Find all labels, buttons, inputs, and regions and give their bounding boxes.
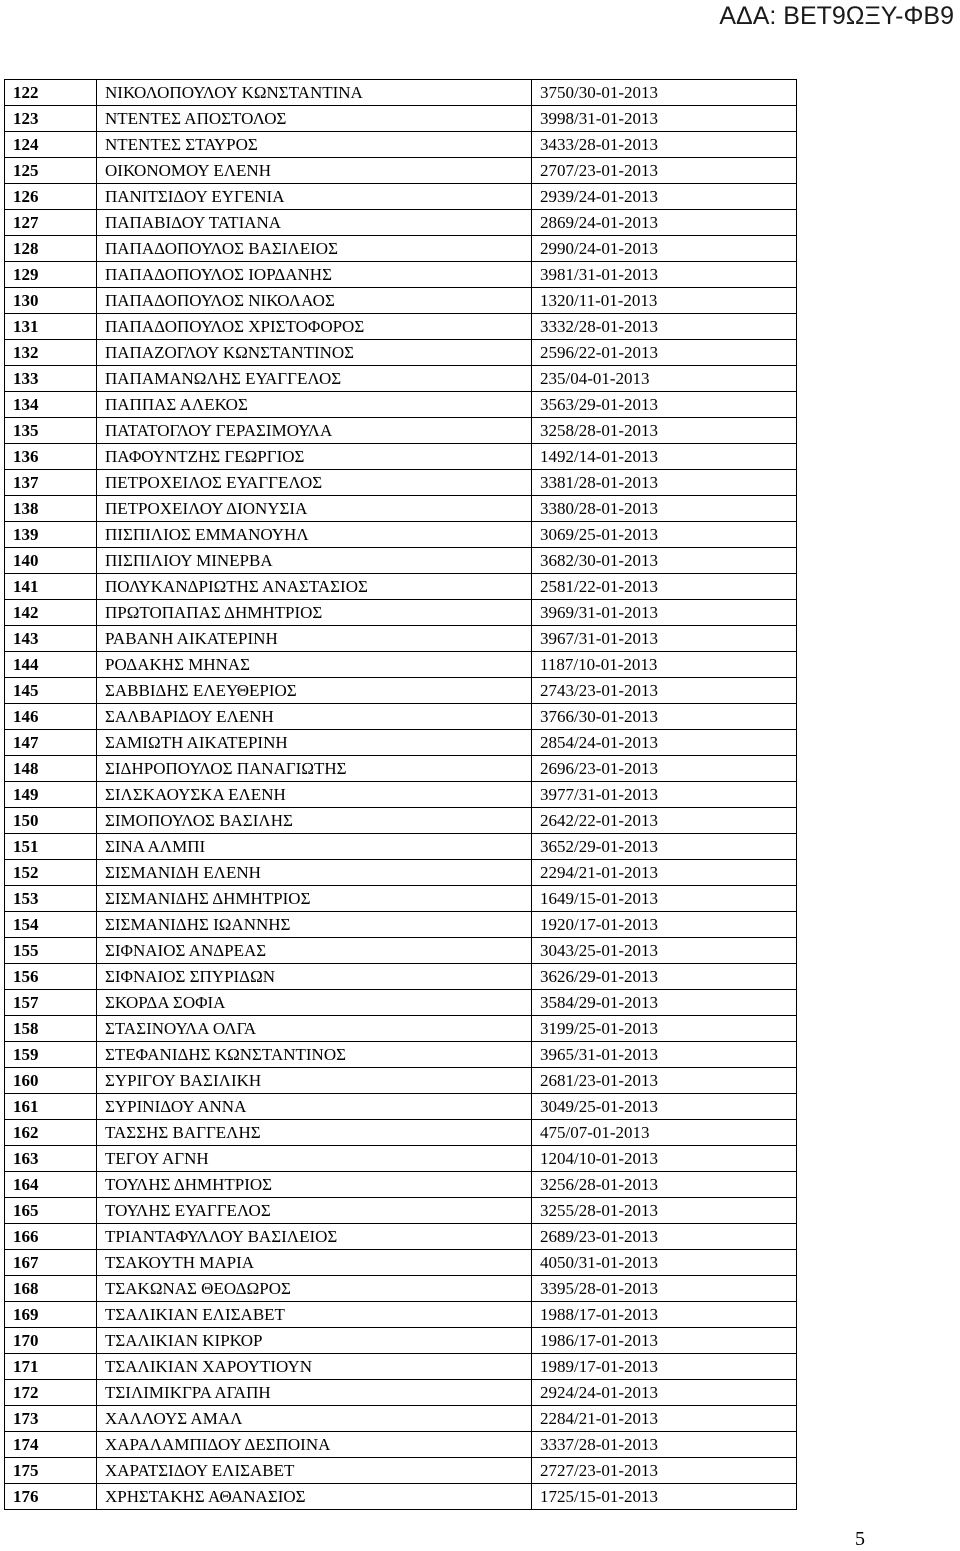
table-row <box>5 704 797 730</box>
full-name: ΧΡΗΣΤΑΚΗΣ ΑΘΑΝΑΣΙΟΣ <box>97 1484 532 1510</box>
full-name: ΣΑΒΒΙΔΗΣ ΕΛΕΥΘΕΡΙΟΣ <box>97 678 532 704</box>
protocol-number: 2727/23-01-2013 <box>532 1458 797 1484</box>
row-number: 170 <box>5 1328 97 1354</box>
table-row <box>5 210 797 236</box>
table-row <box>5 990 797 1016</box>
table-row <box>5 132 797 158</box>
protocol-number: 4050/31-01-2013 <box>532 1250 797 1276</box>
table-row <box>5 1250 797 1276</box>
full-name: ΤΕΓΟΥ ΑΓΝΗ <box>97 1146 532 1172</box>
table-body <box>5 80 797 1510</box>
row-number: 132 <box>5 340 97 366</box>
protocol-number: 2990/24-01-2013 <box>532 236 797 262</box>
full-name: ΠΟΛΥΚΑΝΔΡΙΩΤΗΣ ΑΝΑΣΤΑΣΙΟΣ <box>97 574 532 600</box>
protocol-number: 3981/31-01-2013 <box>532 262 797 288</box>
protocol-number: 2284/21-01-2013 <box>532 1406 797 1432</box>
row-number: 158 <box>5 1016 97 1042</box>
protocol-number: 3069/25-01-2013 <box>532 522 797 548</box>
row-number: 127 <box>5 210 97 236</box>
protocol-number: 3965/31-01-2013 <box>532 1042 797 1068</box>
row-number: 126 <box>5 184 97 210</box>
protocol-number: 3337/28-01-2013 <box>532 1432 797 1458</box>
full-name: ΠΙΣΠΙΛΙΟΥ ΜΙΝΕΡΒΑ <box>97 548 532 574</box>
full-name: ΣΚΟΡΔΑ ΣΟΦΙΑ <box>97 990 532 1016</box>
full-name: ΤΣΑΛΙΚΙΑΝ ΚΙΡΚΟΡ <box>97 1328 532 1354</box>
full-name: ΣΙΜΟΠΟΥΛΟΣ ΒΑΣΙΛΗΣ <box>97 808 532 834</box>
table-row <box>5 1042 797 1068</box>
protocol-number: 2707/23-01-2013 <box>532 158 797 184</box>
table-row <box>5 1094 797 1120</box>
table-row <box>5 262 797 288</box>
protocol-number: 2924/24-01-2013 <box>532 1380 797 1406</box>
table-row <box>5 288 797 314</box>
row-number: 150 <box>5 808 97 834</box>
table-row <box>5 1198 797 1224</box>
row-number: 175 <box>5 1458 97 1484</box>
table-row <box>5 600 797 626</box>
full-name: ΣΙΔΗΡΟΠΟΥΛΟΣ ΠΑΝΑΓΙΩΤΗΣ <box>97 756 532 782</box>
row-number: 172 <box>5 1380 97 1406</box>
protocol-number: 2854/24-01-2013 <box>532 730 797 756</box>
row-number: 146 <box>5 704 97 730</box>
row-number: 136 <box>5 444 97 470</box>
table-row <box>5 418 797 444</box>
full-name: ΤΣΑΚΟΥΤΗ ΜΑΡΙΑ <box>97 1250 532 1276</box>
full-name: ΠΑΠΑΜΑΝΩΛΗΣ ΕΥΑΓΓΕΛΟΣ <box>97 366 532 392</box>
protocol-number: 3256/28-01-2013 <box>532 1172 797 1198</box>
full-name: ΤΣΑΛΙΚΙΑΝ ΧΑΡΟΥΤΙΟΥΝ <box>97 1354 532 1380</box>
row-number: 128 <box>5 236 97 262</box>
protocol-number: 3332/28-01-2013 <box>532 314 797 340</box>
table-row <box>5 1016 797 1042</box>
row-number: 152 <box>5 860 97 886</box>
protocol-number: 3380/28-01-2013 <box>532 496 797 522</box>
row-number: 153 <box>5 886 97 912</box>
full-name: ΣΙΣΜΑΝΙΔΗΣ ΙΩΑΝΝΗΣ <box>97 912 532 938</box>
table-row <box>5 1406 797 1432</box>
row-number: 154 <box>5 912 97 938</box>
full-name: ΣΙΦΝΑΙΟΣ ΣΠΥΡΙΔΩΝ <box>97 964 532 990</box>
full-name: ΝΤΕΝΤΕΣ ΑΠΟΣΤΟΛΟΣ <box>97 106 532 132</box>
table-row <box>5 1224 797 1250</box>
full-name: ΤΡΙΑΝΤΑΦΥΛΛΟΥ ΒΑΣΙΛΕΙΟΣ <box>97 1224 532 1250</box>
full-name: ΠΑΠΑΔΟΠΟΥΛΟΣ ΝΙΚΟΛΑΟΣ <box>97 288 532 314</box>
protocol-number: 1320/11-01-2013 <box>532 288 797 314</box>
protocol-number: 475/07-01-2013 <box>532 1120 797 1146</box>
table-row <box>5 548 797 574</box>
protocol-number: 3584/29-01-2013 <box>532 990 797 1016</box>
full-name: ΠΕΤΡΟΧΕΙΛΟΥ ΔΙΟΝΥΣΙΑ <box>97 496 532 522</box>
table-row <box>5 1068 797 1094</box>
full-name: ΤΟΥΛΗΣ ΔΗΜΗΤΡΙΟΣ <box>97 1172 532 1198</box>
protocol-number: 2681/23-01-2013 <box>532 1068 797 1094</box>
full-name: ΣΑΜΙΩΤΗ ΑΙΚΑΤΕΡΙΝΗ <box>97 730 532 756</box>
row-number: 176 <box>5 1484 97 1510</box>
full-name: ΣΥΡΙΝΙΔΟΥ ΑΝΝΑ <box>97 1094 532 1120</box>
table-row <box>5 1302 797 1328</box>
full-name: ΣΤΕΦΑΝΙΔΗΣ ΚΩΝΣΤΑΝΤΙΝΟΣ <box>97 1042 532 1068</box>
full-name: ΠΙΣΠΙΛΙΟΣ ΕΜΜΑΝΟΥΗΛ <box>97 522 532 548</box>
table-row <box>5 496 797 522</box>
table-row <box>5 340 797 366</box>
table-row <box>5 626 797 652</box>
table-row <box>5 158 797 184</box>
table-row <box>5 782 797 808</box>
table-row <box>5 756 797 782</box>
row-number: 167 <box>5 1250 97 1276</box>
full-name: ΠΡΩΤΟΠΑΠΑΣ ΔΗΜΗΤΡΙΟΣ <box>97 600 532 626</box>
row-number: 131 <box>5 314 97 340</box>
protocol-number: 3977/31-01-2013 <box>532 782 797 808</box>
table-row <box>5 366 797 392</box>
full-name: ΟΙΚΟΝΟΜΟΥ ΕΛΕΝΗ <box>97 158 532 184</box>
full-name: ΠΑΠΑΔΟΠΟΥΛΟΣ ΙΟΡΔΑΝΗΣ <box>97 262 532 288</box>
table-row <box>5 964 797 990</box>
full-name: ΤΣΑΚΩΝΑΣ ΘΕΟΔΩΡΟΣ <box>97 1276 532 1302</box>
full-name: ΣΑΛΒΑΡΙΔΟΥ ΕΛΕΝΗ <box>97 704 532 730</box>
row-number: 147 <box>5 730 97 756</box>
protocol-number: 1986/17-01-2013 <box>532 1328 797 1354</box>
full-name: ΠΑΠΑΔΟΠΟΥΛΟΣ ΒΑΣΙΛΕΙΟΣ <box>97 236 532 262</box>
full-name: ΝΙΚΟΛΟΠΟΥΛΟΥ ΚΩΝΣΤΑΝΤΙΝΑ <box>97 80 532 106</box>
protocol-number: 3395/28-01-2013 <box>532 1276 797 1302</box>
row-number: 174 <box>5 1432 97 1458</box>
applicants-table <box>4 79 797 1510</box>
table-row <box>5 470 797 496</box>
table-row <box>5 678 797 704</box>
protocol-number: 3199/25-01-2013 <box>532 1016 797 1042</box>
protocol-number: 1204/10-01-2013 <box>532 1146 797 1172</box>
full-name: ΣΤΑΣΙΝΟΥΛΑ ΟΛΓΑ <box>97 1016 532 1042</box>
row-number: 141 <box>5 574 97 600</box>
row-number: 161 <box>5 1094 97 1120</box>
full-name: ΠΕΤΡΟΧΕΙΛΟΣ ΕΥΑΓΓΕΛΟΣ <box>97 470 532 496</box>
table-row <box>5 912 797 938</box>
protocol-number: 3433/28-01-2013 <box>532 132 797 158</box>
table-row <box>5 392 797 418</box>
protocol-number: 235/04-01-2013 <box>532 366 797 392</box>
row-number: 159 <box>5 1042 97 1068</box>
row-number: 148 <box>5 756 97 782</box>
full-name: ΧΑΡΑΛΑΜΠΙΔΟΥ ΔΕΣΠΟΙΝΑ <box>97 1432 532 1458</box>
protocol-number: 2743/23-01-2013 <box>532 678 797 704</box>
protocol-number: 3043/25-01-2013 <box>532 938 797 964</box>
protocol-number: 3049/25-01-2013 <box>532 1094 797 1120</box>
full-name: ΣΙΣΜΑΝΙΔΗ ΕΛΕΝΗ <box>97 860 532 886</box>
full-name: ΠΑΠΑΒΙΔΟΥ ΤΑΤΙΑΝΑ <box>97 210 532 236</box>
row-number: 173 <box>5 1406 97 1432</box>
protocol-number: 3381/28-01-2013 <box>532 470 797 496</box>
row-number: 135 <box>5 418 97 444</box>
full-name: ΧΑΡΑΤΣΙΔΟΥ ΕΛΙΣΑΒΕΤ <box>97 1458 532 1484</box>
protocol-number: 3255/28-01-2013 <box>532 1198 797 1224</box>
row-number: 138 <box>5 496 97 522</box>
full-name: ΣΥΡΙΓΟΥ ΒΑΣΙΛΙΚΗ <box>97 1068 532 1094</box>
table-row <box>5 1146 797 1172</box>
protocol-number: 2696/23-01-2013 <box>532 756 797 782</box>
table-row <box>5 184 797 210</box>
row-number: 166 <box>5 1224 97 1250</box>
table-row <box>5 1172 797 1198</box>
protocol-number: 2642/22-01-2013 <box>532 808 797 834</box>
table-row <box>5 886 797 912</box>
table-row <box>5 1458 797 1484</box>
protocol-number: 3626/29-01-2013 <box>532 964 797 990</box>
protocol-number: 3766/30-01-2013 <box>532 704 797 730</box>
protocol-number: 1649/15-01-2013 <box>532 886 797 912</box>
row-number: 169 <box>5 1302 97 1328</box>
row-number: 142 <box>5 600 97 626</box>
table-row <box>5 80 797 106</box>
row-number: 133 <box>5 366 97 392</box>
full-name: ΠΑΠΑΖΟΓΛΟΥ ΚΩΝΣΤΑΝΤΙΝΟΣ <box>97 340 532 366</box>
protocol-number: 3998/31-01-2013 <box>532 106 797 132</box>
table-row <box>5 730 797 756</box>
row-number: 143 <box>5 626 97 652</box>
protocol-number: 1725/15-01-2013 <box>532 1484 797 1510</box>
protocol-number: 3563/29-01-2013 <box>532 392 797 418</box>
table-row <box>5 938 797 964</box>
table-row <box>5 1354 797 1380</box>
full-name: ΤΣΑΛΙΚΙΑΝ ΕΛΙΣΑΒΕΤ <box>97 1302 532 1328</box>
table-row <box>5 860 797 886</box>
table-row <box>5 1120 797 1146</box>
full-name: ΡΟΔΑΚΗΣ ΜΗΝΑΣ <box>97 652 532 678</box>
protocol-number: 1989/17-01-2013 <box>532 1354 797 1380</box>
row-number: 145 <box>5 678 97 704</box>
row-number: 139 <box>5 522 97 548</box>
row-number: 140 <box>5 548 97 574</box>
table-row <box>5 444 797 470</box>
full-name: ΣΙΝΑ ΑΛΜΠΙ <box>97 834 532 860</box>
protocol-number: 1492/14-01-2013 <box>532 444 797 470</box>
protocol-number: 3258/28-01-2013 <box>532 418 797 444</box>
table-row <box>5 106 797 132</box>
row-number: 149 <box>5 782 97 808</box>
full-name: ΤΟΥΛΗΣ ΕΥΑΓΓΕΛΟΣ <box>97 1198 532 1224</box>
row-number: 137 <box>5 470 97 496</box>
protocol-number: 2939/24-01-2013 <box>532 184 797 210</box>
row-number: 155 <box>5 938 97 964</box>
table-row <box>5 574 797 600</box>
protocol-number: 2689/23-01-2013 <box>532 1224 797 1250</box>
protocol-number: 3967/31-01-2013 <box>532 626 797 652</box>
table-row <box>5 652 797 678</box>
row-number: 134 <box>5 392 97 418</box>
row-number: 125 <box>5 158 97 184</box>
row-number: 160 <box>5 1068 97 1094</box>
row-number: 122 <box>5 80 97 106</box>
full-name: ΤΑΣΣΗΣ ΒΑΓΓΕΛΗΣ <box>97 1120 532 1146</box>
protocol-number: 1920/17-01-2013 <box>532 912 797 938</box>
full-name: ΧΑΛΛΟΥΣ ΑΜΑΛ <box>97 1406 532 1432</box>
protocol-number: 2596/22-01-2013 <box>532 340 797 366</box>
full-name: ΝΤΕΝΤΕΣ ΣΤΑΥΡΟΣ <box>97 132 532 158</box>
table-row <box>5 522 797 548</box>
full-name: ΠΑΤΑΤΟΓΛΟΥ ΓΕΡΑΣΙΜΟΥΛΑ <box>97 418 532 444</box>
page-number: 5 <box>855 1528 865 1550</box>
protocol-number: 3682/30-01-2013 <box>532 548 797 574</box>
protocol-number: 1988/17-01-2013 <box>532 1302 797 1328</box>
row-number: 168 <box>5 1276 97 1302</box>
full-name: ΤΣΙΛΙΜΙΚΓΡΑ ΑΓΑΠΗ <box>97 1380 532 1406</box>
row-number: 171 <box>5 1354 97 1380</box>
row-number: 129 <box>5 262 97 288</box>
full-name: ΡΑΒΑΝΗ ΑΙΚΑΤΕΡΙΝΗ <box>97 626 532 652</box>
full-name: ΣΙΛΣΚΑΟΥΣΚΑ ΕΛΕΝΗ <box>97 782 532 808</box>
table-row <box>5 1276 797 1302</box>
ada-code: ΑΔΑ: ΒΕΤ9ΩΞΥ-ΦΒ9 <box>719 2 954 30</box>
row-number: 144 <box>5 652 97 678</box>
protocol-number: 2869/24-01-2013 <box>532 210 797 236</box>
table-row <box>5 834 797 860</box>
protocol-number: 2294/21-01-2013 <box>532 860 797 886</box>
table-row <box>5 314 797 340</box>
row-number: 151 <box>5 834 97 860</box>
table-row <box>5 1380 797 1406</box>
full-name: ΠΑΠΠΑΣ ΑΛΕΚΟΣ <box>97 392 532 418</box>
table-row <box>5 1484 797 1510</box>
full-name: ΣΙΦΝΑΙΟΣ ΑΝΔΡΕΑΣ <box>97 938 532 964</box>
full-name: ΠΑΦΟΥΝΤΖΗΣ ΓΕΩΡΓΙΟΣ <box>97 444 532 470</box>
row-number: 157 <box>5 990 97 1016</box>
row-number: 165 <box>5 1198 97 1224</box>
table-row <box>5 1432 797 1458</box>
table-row <box>5 1328 797 1354</box>
row-number: 130 <box>5 288 97 314</box>
row-number: 123 <box>5 106 97 132</box>
row-number: 164 <box>5 1172 97 1198</box>
protocol-number: 3652/29-01-2013 <box>532 834 797 860</box>
full-name: ΠΑΝΙΤΣΙΔΟΥ ΕΥΓΕΝΙΑ <box>97 184 532 210</box>
table-row <box>5 236 797 262</box>
full-name: ΠΑΠΑΔΟΠΟΥΛΟΣ ΧΡΙΣΤΟΦΟΡΟΣ <box>97 314 532 340</box>
protocol-number: 1187/10-01-2013 <box>532 652 797 678</box>
protocol-number: 3969/31-01-2013 <box>532 600 797 626</box>
full-name: ΣΙΣΜΑΝΙΔΗΣ ΔΗΜΗΤΡΙΟΣ <box>97 886 532 912</box>
row-number: 124 <box>5 132 97 158</box>
table-row <box>5 808 797 834</box>
protocol-number: 3750/30-01-2013 <box>532 80 797 106</box>
protocol-number: 2581/22-01-2013 <box>532 574 797 600</box>
row-number: 162 <box>5 1120 97 1146</box>
row-number: 163 <box>5 1146 97 1172</box>
row-number: 156 <box>5 964 97 990</box>
